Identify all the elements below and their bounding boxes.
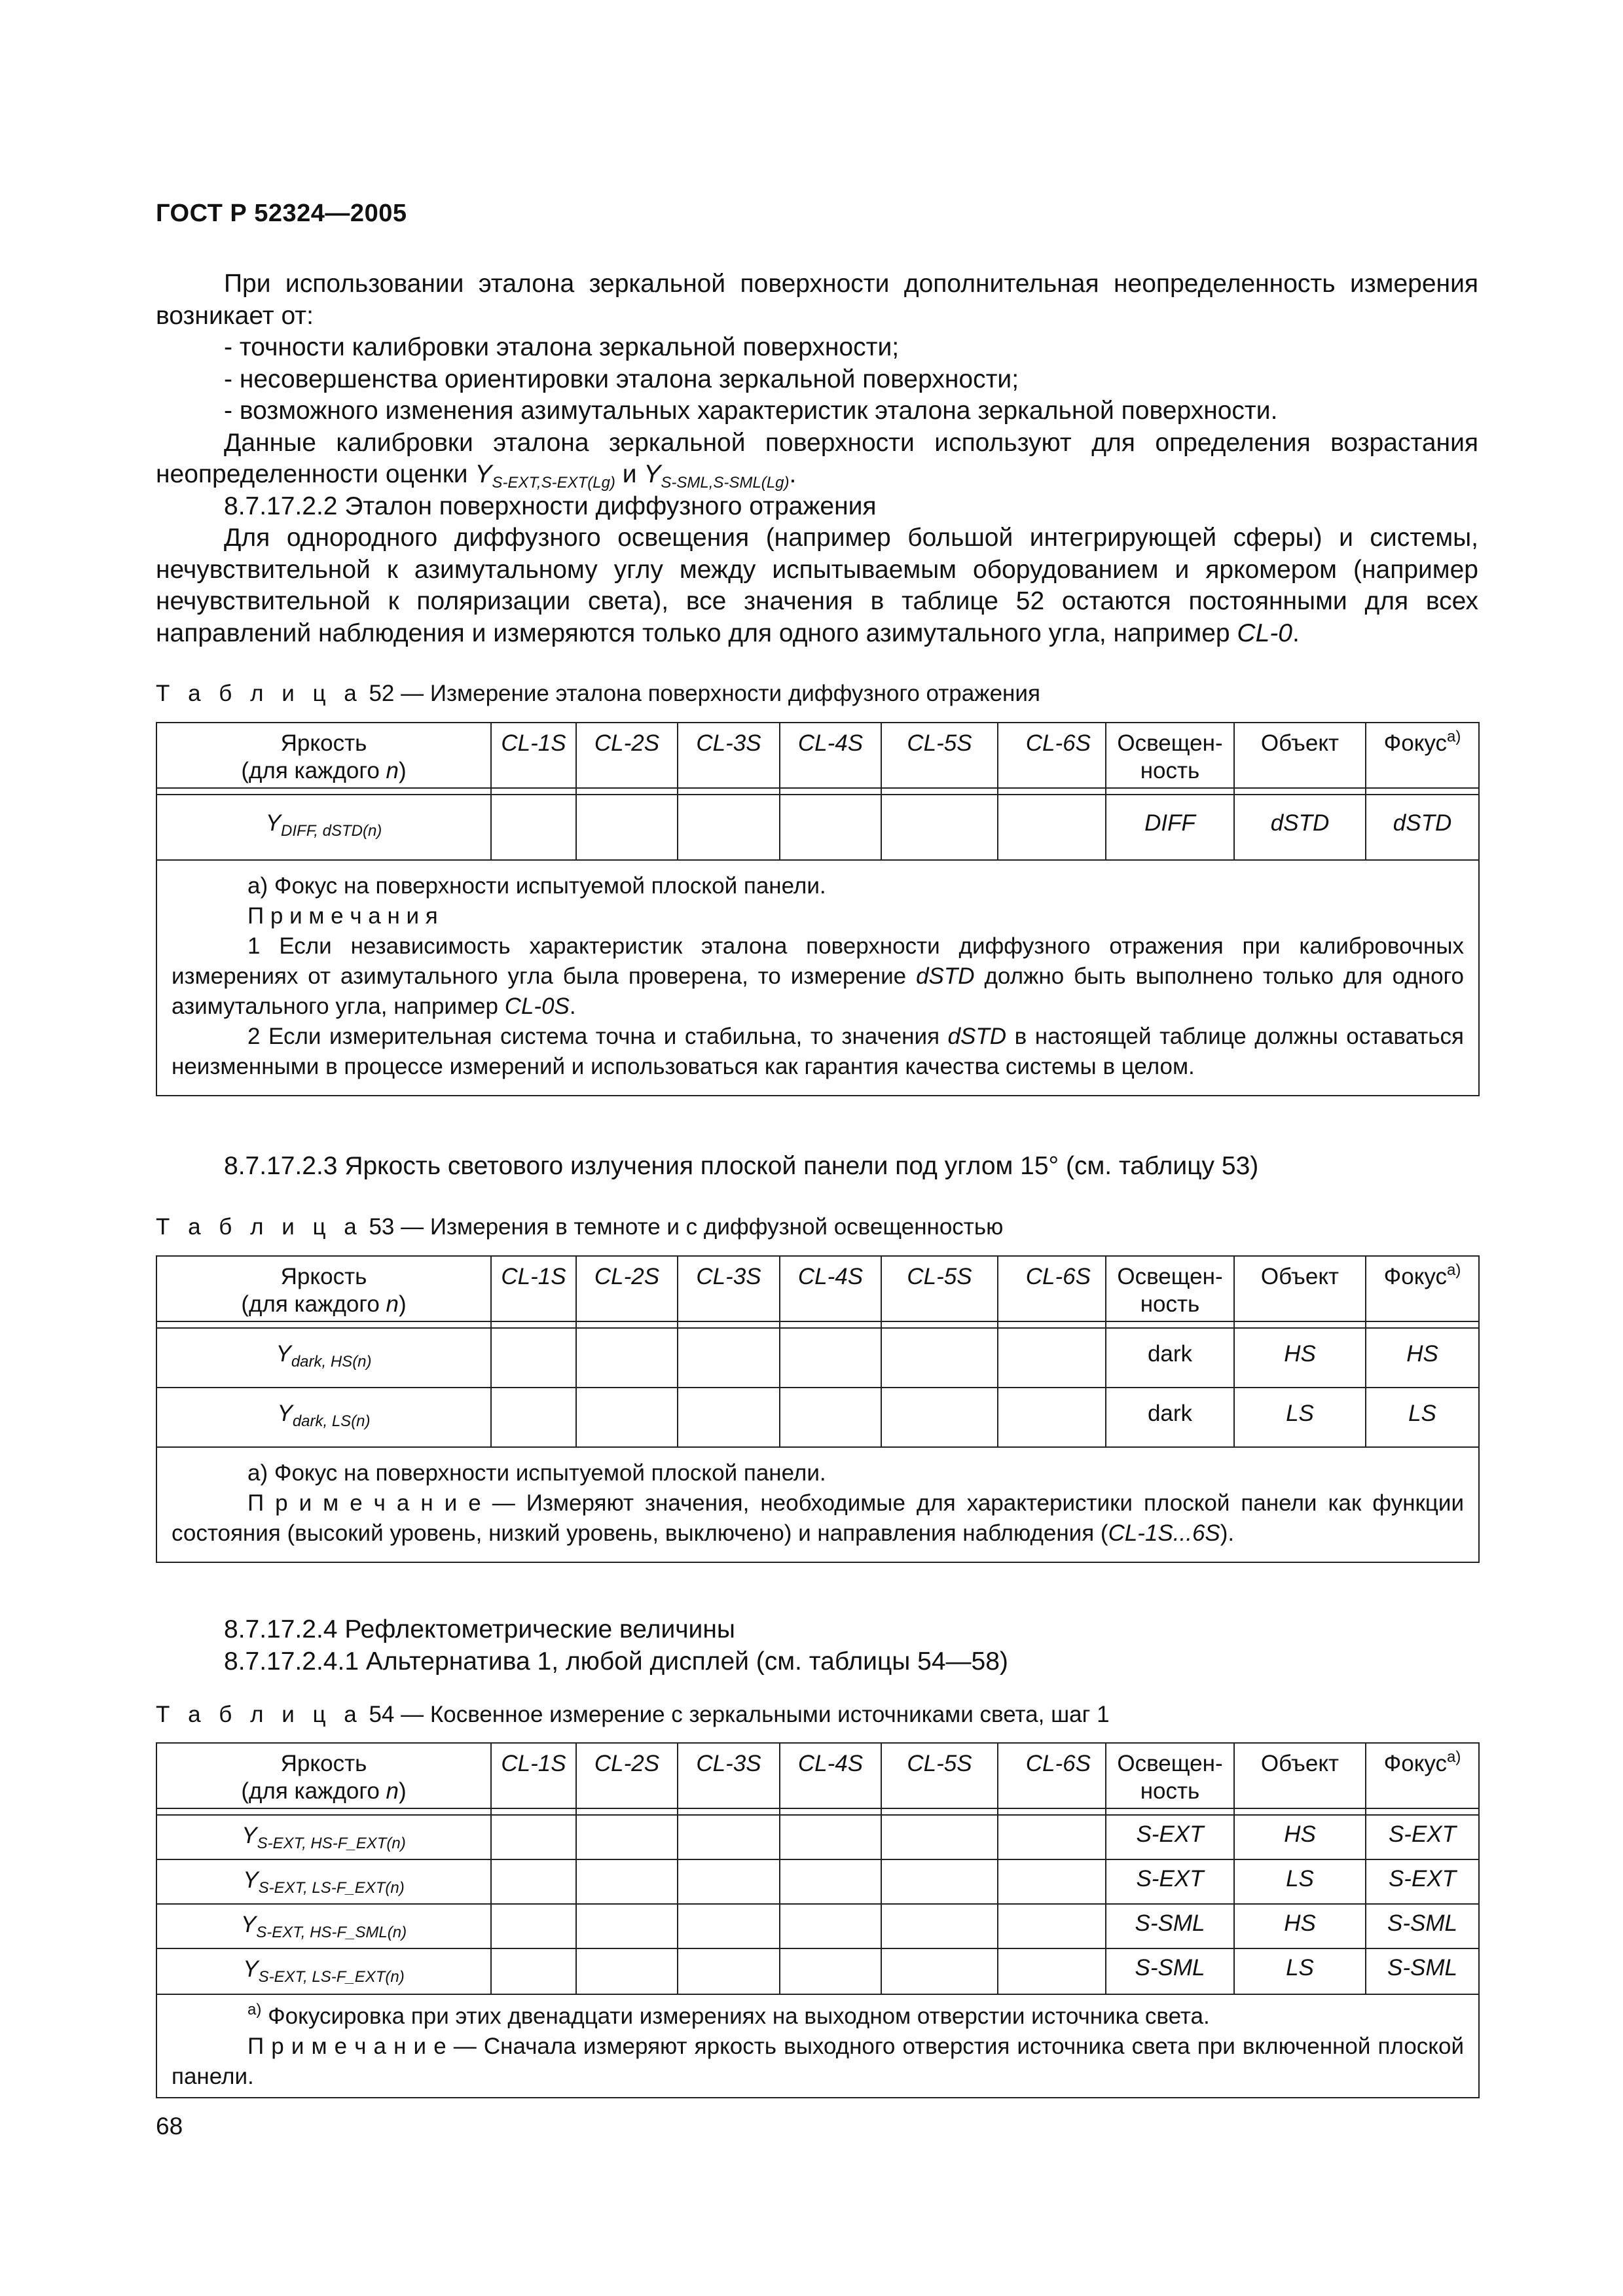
table-row [156, 1859, 1479, 1904]
row-object: dSTD [1234, 795, 1366, 860]
table-52-header-row [156, 723, 1479, 788]
row-focus: S-EXT [1366, 1859, 1479, 1904]
row-illumination: S-SML [1106, 1904, 1234, 1948]
col-object: Объект [1234, 1743, 1366, 1808]
col-object: Объект [1234, 1256, 1366, 1321]
table-52 [156, 722, 1480, 1096]
col-cl-4s: CL-4S [780, 723, 881, 788]
row-focus: HS [1366, 1328, 1479, 1388]
row-symbol: $Y_{dark, LS(n)}$ [156, 1388, 491, 1447]
row-symbol: $Y_{DIFF, dSTD(n)}$ [156, 795, 491, 860]
table-54 [156, 1742, 1480, 2098]
col-luminance: Яркость (для каждого n) [156, 1256, 491, 1321]
col-focus: Фокус$^{а)}$ [1366, 1256, 1479, 1321]
intro-paragraph-1: При использовании эталона зеркальной поверхности дополнительная неопределенность измерения возникает от: [156, 270, 1478, 330]
section-heading-8-7-17-2-2: 8.7.17.2.2 Эталон поверхности диффузного отражения [224, 492, 877, 520]
intro-text [156, 268, 1478, 649]
row-object: LS [1234, 1388, 1366, 1447]
col-object: Объект [1234, 723, 1366, 788]
table-52-notes: а) Фокус на поверхности испытуемой плоской панели. П р и м е ч а н и я 1 Если независимость характеристик эталона поверхности диффузного отражения при калибровочных измерениях от азимутального угла была проверена, то измерение dSTD должно быть выполнено только для одного азимутального угла, например CL-0S. 2 Если измерительная система точна и стабильна, то значения dSTD в настоящей таблице должны оставаться неизменными в процессе измерений и использоваться как гарантия качества системы в целом. [156, 860, 1479, 1096]
row-symbol: $Y_{dark, HS(n)}$ [156, 1328, 491, 1388]
col-cl-4s: CL-4S [780, 1743, 881, 1808]
list-item-3: - возможного изменения азимутальных характеристик эталона зеркальной поверхности. [224, 397, 1278, 425]
row-illumination: dark [1106, 1328, 1234, 1388]
section-heading-8-7-17-2-3: 8.7.17.2.3 Яркость светового излучения плоской панели под углом 15° (см. таблицу 53) [224, 1152, 1259, 1180]
col-cl-2s: CL-2S [576, 1256, 678, 1321]
col-cl-3s: CL-3S [678, 1743, 780, 1808]
table-row [156, 1948, 1479, 1994]
row-illumination: S-EXT [1106, 1815, 1234, 1859]
col-focus: Фокус$^{а)}$ [1366, 723, 1479, 788]
col-cl-1s: CL-1S [491, 1256, 576, 1321]
document-header: ГОСТ Р 52324—2005 [156, 200, 407, 227]
col-cl-4s: CL-4S [780, 1256, 881, 1321]
col-cl-1s: CL-1S [491, 723, 576, 788]
row-symbol: $Y_{S-EXT, HS-F\_SML(n)}$ [156, 1904, 491, 1948]
row-illumination: DIFF [1106, 795, 1234, 860]
table-54-separator [156, 1808, 1479, 1815]
table-52-caption: Т а б л и ц а 52 — Измерение эталона поверхности диффузного отражения [156, 681, 1040, 706]
col-cl-2s: CL-2S [576, 1743, 678, 1808]
table-54-notes: $^{а)}$ Фокусировка при этих двенадцати измерениях на выходном отверстии источника света. П р и м е ч а н и е — Сначала измеряют яркость выходного отверстия источника света при включенной плоской панели. [156, 1994, 1479, 2098]
intro-paragraph-2: Данные калибровки эталона зеркальной поверхности используют для определения возрастания неопределенности оценки $Y_{S-EXT,S-EXT(Lg)}$ и $Y_{S-SML,S-SML(Lg)}$. [156, 428, 1478, 492]
table-row [156, 1904, 1479, 1948]
col-luminance: Яркость (для каждого n) [156, 1743, 491, 1808]
col-cl-1s: CL-1S [491, 1743, 576, 1808]
col-cl-6s: CL-6S [998, 1743, 1106, 1808]
col-cl-3s: CL-3S [678, 1256, 780, 1321]
col-cl-6s: CL-6S [998, 723, 1106, 788]
row-object: LS [1234, 1859, 1366, 1904]
col-cl-2s: CL-2S [576, 723, 678, 788]
table-54-header-row [156, 1743, 1479, 1808]
table-53-notes: а) Фокус на поверхности испытуемой плоской панели. П р и м е ч а н и е — Измеряют значения, необходимые для характеристики плоской панели как функции состояния (высокий уровень, низкий уровень, выключено) и направления наблюдения (CL-1S...6S). [156, 1447, 1479, 1562]
row-illumination: dark [1106, 1388, 1234, 1447]
col-cl-5s: CL-5S [881, 1743, 998, 1808]
row-illumination: S-EXT [1106, 1859, 1234, 1904]
col-cl-3s: CL-3S [678, 723, 780, 788]
row-symbol: $Y_{S-EXT, HS-F\_EXT(n)}$ [156, 1815, 491, 1859]
row-object: LS [1234, 1948, 1366, 1994]
row-focus: S-SML [1366, 1904, 1479, 1948]
row-object: HS [1234, 1815, 1366, 1859]
table-52-notes-row [156, 860, 1479, 1096]
table-row [156, 1815, 1479, 1859]
page-number: 68 [156, 2113, 183, 2140]
table-54-notes-row [156, 1994, 1479, 2098]
table-53-notes-row [156, 1447, 1479, 1562]
col-cl-5s: CL-5S [881, 723, 998, 788]
list-item-2: - несовершенства ориентировки эталона зеркальной поверхности; [224, 365, 1019, 393]
table-row [156, 1328, 1479, 1388]
col-illumination: Освещен- ность [1106, 723, 1234, 788]
col-cl-6s: CL-6S [998, 1256, 1106, 1321]
intro-paragraph-3: Для однородного диффузного освещения (например большой интегрирующей сферы) и системы, нечувствительной к азимутальному углу между испытываемым оборудованием и яркомером (например нечувствительной к поляризации света), все значения в таблице 52 остаются постоянными для всех направлений наблюдения и измеряются только для одного азимутального угла, например CL-0. [156, 524, 1478, 647]
table-53-separator [156, 1321, 1479, 1328]
col-illumination: Освещен- ность [1106, 1743, 1234, 1808]
section-headings-8-7-17-2-4: 8.7.17.2.4 Рефлектометрические величины 8.7.17.2.4.1 Альтернатива 1, любой дисплей (см. таблицы 54—58) [224, 1615, 1008, 1676]
table-row [156, 795, 1479, 860]
row-illumination: S-SML [1106, 1948, 1234, 1994]
row-object: HS [1234, 1328, 1366, 1388]
col-focus: Фокус$^{а)}$ [1366, 1743, 1479, 1808]
col-luminance: Яркость (для каждого n) [156, 723, 491, 788]
table-53-header-row [156, 1256, 1479, 1321]
table-row [156, 1388, 1479, 1447]
row-object: HS [1234, 1904, 1366, 1948]
row-focus: S-SML [1366, 1948, 1479, 1994]
table-52-separator [156, 788, 1479, 795]
list-item-1: - точности калибровки эталона зеркальной поверхности; [224, 333, 900, 361]
table-54-caption: Т а б л и ц а 54 — Косвенное измерение с зеркальными источниками света, шаг 1 [156, 1702, 1110, 1727]
row-symbol: $Y_{S-EXT, LS-F\_EXT(n)}$ [156, 1859, 491, 1904]
row-symbol: $Y_{S-EXT, LS-F\_EXT(n)}$ [156, 1948, 491, 1994]
table-53 [156, 1255, 1480, 1563]
col-illumination: Освещен- ность [1106, 1256, 1234, 1321]
table-53-caption: Т а б л и ц а 53 — Измерения в темноте и с диффузной освещенностью [156, 1214, 1004, 1240]
row-focus: S-EXT [1366, 1815, 1479, 1859]
row-focus: LS [1366, 1388, 1479, 1447]
col-cl-5s: CL-5S [881, 1256, 998, 1321]
row-focus: dSTD [1366, 795, 1479, 860]
